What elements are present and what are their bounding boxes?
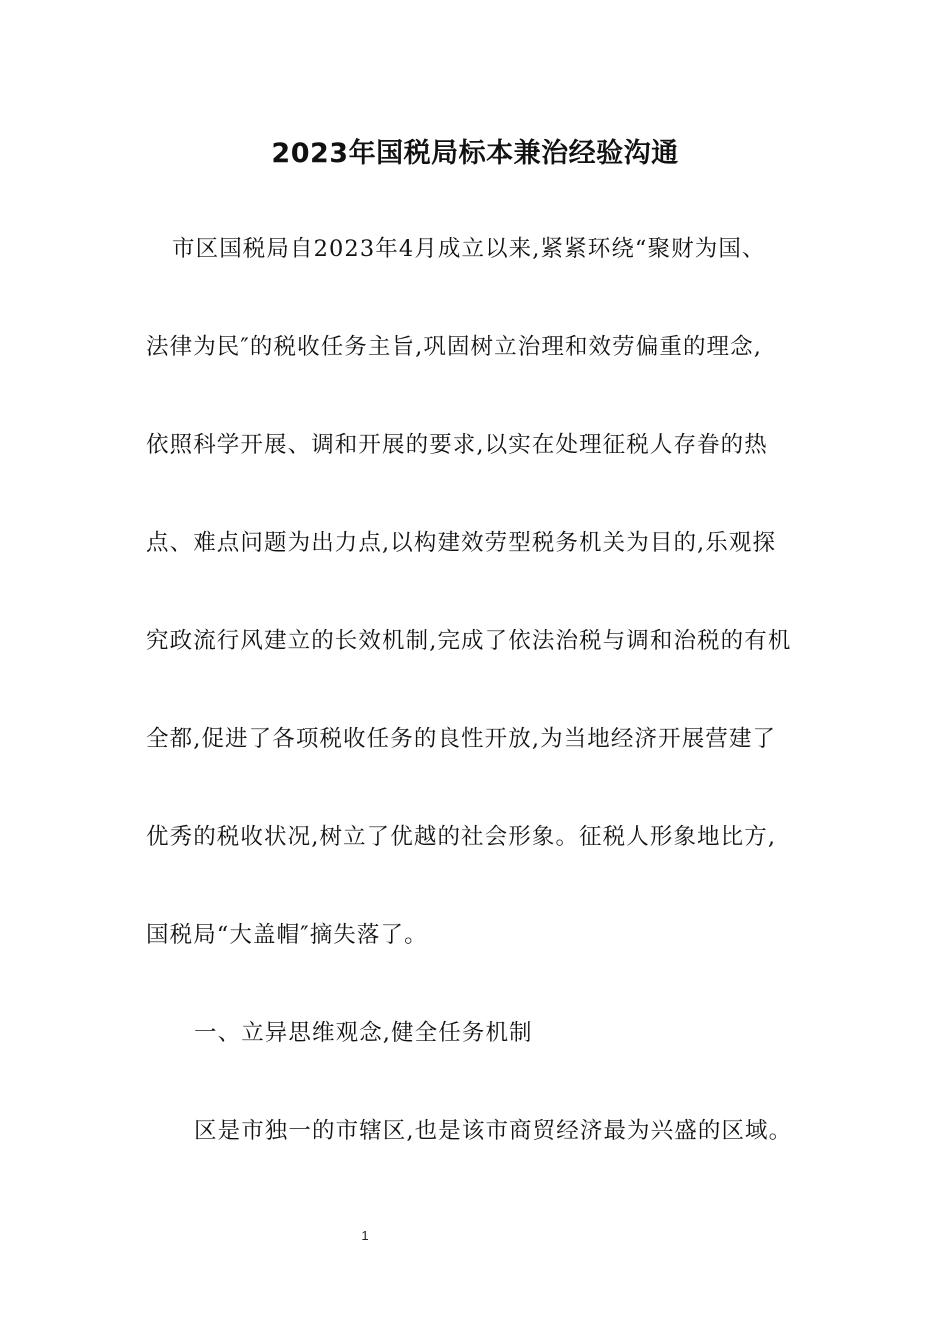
- section-heading: 一、立异思维观念,健全任务机制: [194, 1020, 533, 1046]
- paragraph-line: 依照科学开展、调和开展的要求,以实在处理征税人存眷的热: [146, 432, 768, 458]
- paragraph-line: 点、难点问题为出力点,以构建效劳型税务机关为目的,乐观探: [146, 530, 777, 556]
- paragraph-line: 法律为民″的税收任务主旨,巩固树立治理和效劳偏重的理念,: [146, 334, 763, 360]
- paragraph-line: 国税局“大盖帽″摘失落了。: [146, 922, 428, 948]
- paragraph-line: 优秀的税收状况,树立了优越的社会形象。征税人形象地比方,: [146, 824, 777, 850]
- page-number: 1: [361, 1228, 369, 1243]
- paragraph-line: 区是市独一的市辖区,也是该市商贸经济最为兴盛的区域。: [194, 1118, 793, 1144]
- document-body: [146, 200, 812, 1180]
- paragraph-line: 究政流行风建立的长效机制,完成了依法治税与调和治税的有机: [146, 628, 792, 654]
- paragraph-line: 全都,促进了各项税收任务的良性开放,为当地经济开展营建了: [146, 726, 777, 752]
- paragraph-line: 市区国税局自2023年4月成立以来,紧紧环绕“聚财为国、: [172, 236, 766, 262]
- document-title: 2023年国税局标本兼治经验沟通: [271, 138, 679, 169]
